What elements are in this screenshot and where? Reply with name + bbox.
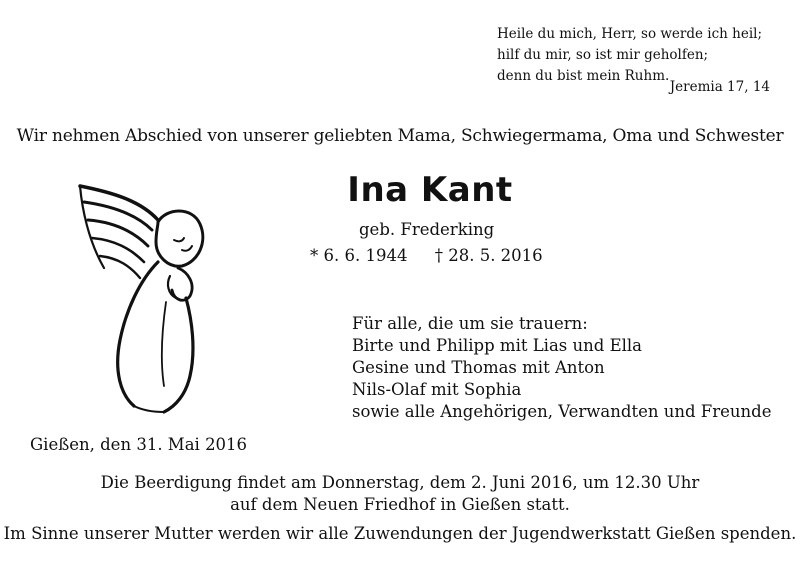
mourner-line: Nils-Olaf mit Sophia [352, 380, 522, 399]
bible-verse-line-3: denn du bist mein Ruhm. [497, 68, 670, 84]
life-dates [310, 246, 543, 265]
mourner-line: sowie alle Angehörigen, Verwandten und Freunde [352, 402, 772, 421]
deceased-name: Ina Kant [347, 170, 513, 210]
angel-illustration-icon [70, 180, 220, 415]
birth-date: * 6. 6. 1944 [310, 246, 408, 265]
funeral-line-2: auf dem Neuen Friedhof in Gießen statt. [230, 495, 570, 514]
place-date: Gießen, den 31. Mai 2016 [30, 435, 248, 454]
death-date: † 28. 5. 2016 [434, 246, 543, 265]
bible-verse-line-1: Heile du mich, Herr, so werde ich heil; [497, 26, 763, 42]
mourners-heading: Für alle, die um sie trauern: [352, 314, 588, 333]
mourner-line: Gesine und Thomas mit Anton [352, 358, 605, 377]
intro-text: Wir nehmen Abschied von unserer geliebten Mama, Schwiegermama, Oma und Schwester [16, 126, 784, 146]
mourner-line: Birte und Philipp mit Lias und Ella [352, 336, 642, 355]
bible-reference: Jeremia 17, 14 [669, 79, 770, 95]
funeral-notice [0, 472, 800, 516]
maiden-name: geb. Frederking [359, 220, 495, 239]
donation-notice: Im Sinne unserer Mutter werden wir alle Zuwendungen der Jugendwerkstatt Gießen spenden. [3, 524, 797, 543]
bible-verse [497, 24, 762, 87]
funeral-line-1: Die Beerdigung findet am Donnerstag, dem 2. Juni 2016, um 12.30 Uhr [100, 473, 700, 492]
mourners-list [352, 313, 771, 423]
bible-verse-line-2: hilf du mir, so ist mir geholfen; [497, 47, 709, 63]
